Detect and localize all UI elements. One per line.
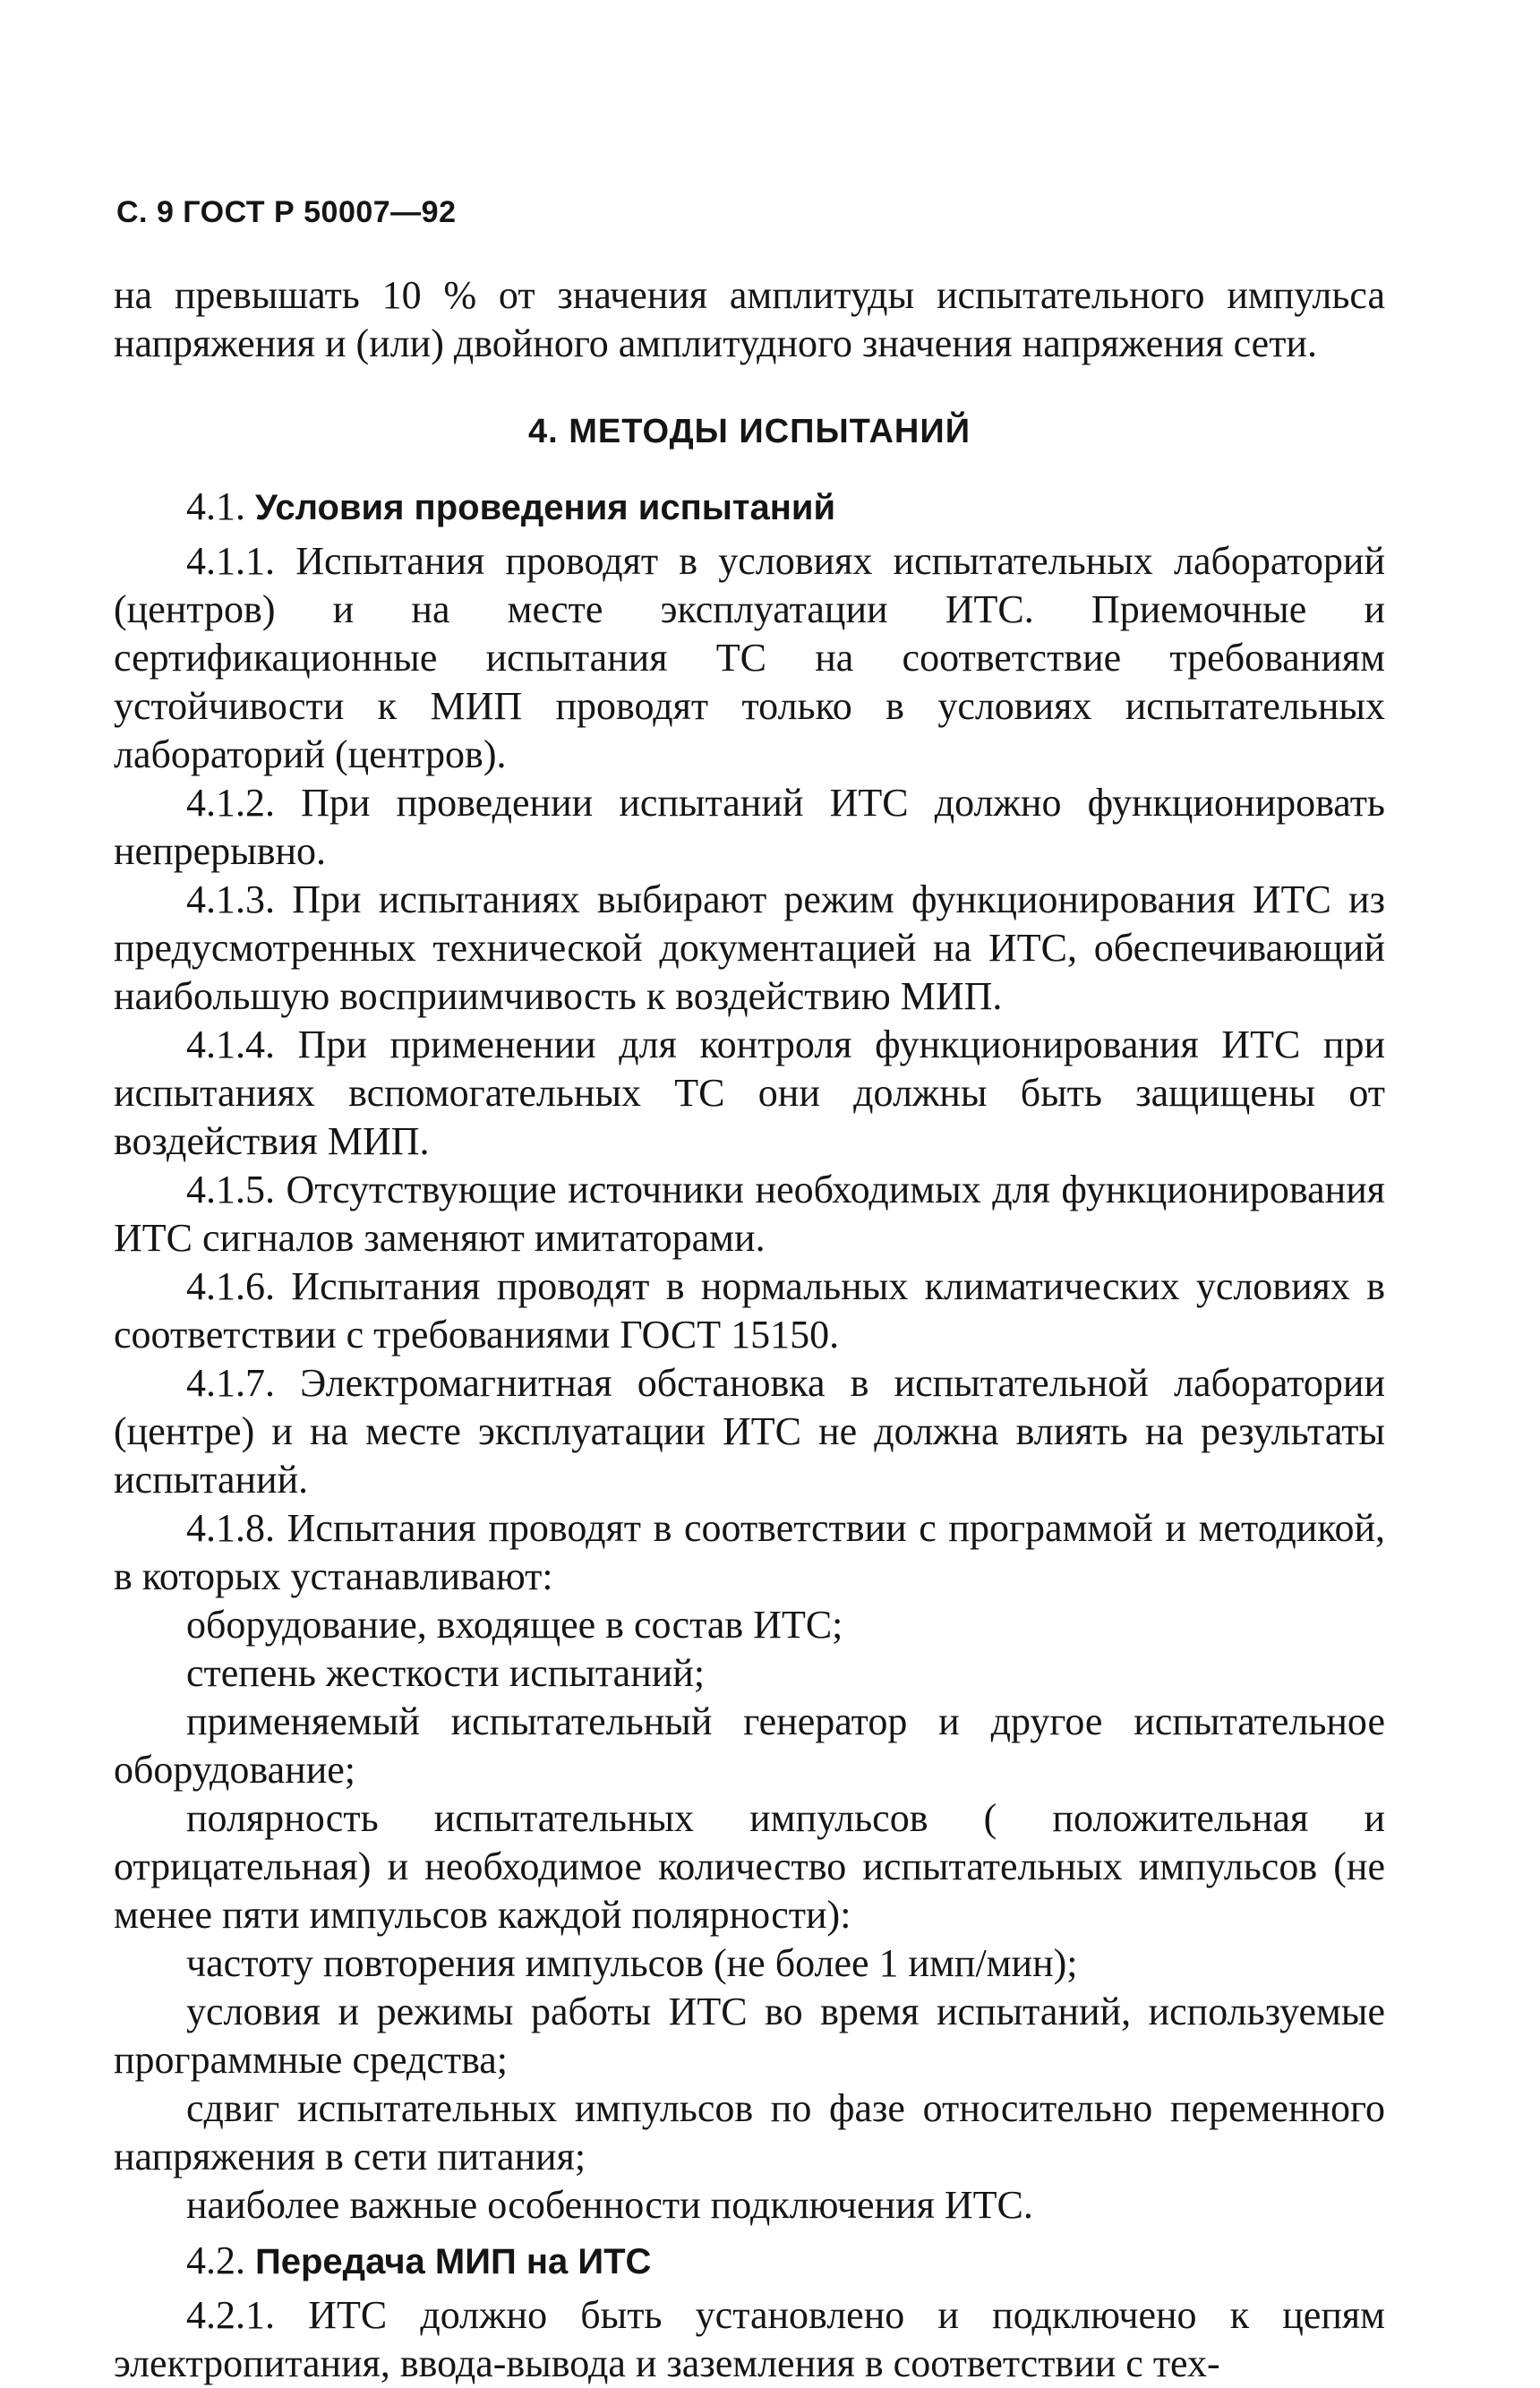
list-item: применяемый испытательный генератор и другое испытательное оборудование; bbox=[114, 1699, 1385, 1792]
list-item: оборудование, входящее в состав ИТС; bbox=[186, 1603, 843, 1647]
subsection-4-2-heading bbox=[114, 2237, 1385, 2286]
list-item: наиболее важные особенности подключения ИТС. bbox=[186, 2183, 1033, 2227]
subsection-4-1-heading bbox=[114, 483, 1385, 532]
clause-4-1-3: 4.1.3. При испытаниях выбирают режим функционирования ИТС из предусмотренных технической документацией на ИТС, обеспечивающий наибольшую восприимчивость к воздействию МИП. bbox=[114, 877, 1385, 1018]
clause-4-1-6: 4.1.6. Испытания проводят в нормальных климатических условиях в соответствии с требованиями ГОСТ 15150. bbox=[114, 1264, 1385, 1357]
list-item: частоту повторения импульсов (не более 1 имп/мин); bbox=[186, 1941, 1078, 1985]
clause-4-2-1: 4.2.1. ИТС должно быть установлено и подключено к цепям электропитания, ввода-вывода и заземления в соответствии с тех- bbox=[114, 2293, 1385, 2385]
intro-paragraph: на превышать 10 % от значения амплитуды испытательного импульса напряжения и (или) двойного амплитудного значения напряжения сети. bbox=[114, 273, 1385, 365]
subsection-title: Условия проведения испытаний bbox=[255, 488, 836, 527]
list-item: условия и режимы работы ИТС во время испытаний, используемые программные средства; bbox=[114, 1990, 1385, 2082]
clause-4-1-5: 4.1.5. Отсутствующие источники необходимых для функционирования ИТС сигналов заменяют имитаторами. bbox=[114, 1168, 1385, 1260]
running-head: С. 9 ГОСТ Р 50007—92 bbox=[116, 195, 457, 229]
subsection-number: 4.2. bbox=[186, 2238, 245, 2282]
clause-4-1-1: 4.1.1. Испытания проводят в условиях испытательных лабораторий (центров) и на месте эксплуатации ИТС. Приемочные и сертификационные испытания ТС на соответствие требованиям устойчивости к МИП проводят только в условиях испытательных лабораторий (центров). bbox=[114, 539, 1385, 776]
clause-4-1-4: 4.1.4. При применении для контроля функционирования ИТС при испытаниях вспомогательных ТС они должны быть защищены от воздействия МИП. bbox=[114, 1023, 1385, 1163]
clause-4-1-8: 4.1.8. Испытания проводят в соответствии с программой и методикой, в которых устанавливают: bbox=[114, 1506, 1385, 1598]
list-item: полярность испытательных импульсов ( положительная и отрицательная) и необходимое количество испытательных импульсов (не менее пяти импульсов каждой полярности): bbox=[114, 1796, 1385, 1937]
list-item: сдвиг испытательных импульсов по фазе относительно переменного напряжения в сети питания; bbox=[114, 2086, 1385, 2178]
section-title: 4. МЕТОДЫ ИСПЫТАНИЙ bbox=[528, 413, 971, 450]
clause-4-1-2: 4.1.2. При проведении испытаний ИТС должно функционировать непрерывно. bbox=[114, 781, 1385, 873]
list-item: степень жесткости испытаний; bbox=[186, 1651, 706, 1695]
subsection-number: 4.1. bbox=[186, 484, 245, 528]
clause-4-1-7: 4.1.7. Электромагнитная обстановка в испытательной лаборатории (центре) и на месте эксплуатации ИТС не должна влиять на результаты испытаний. bbox=[114, 1361, 1385, 1502]
subsection-title: Передача МИП на ИТС bbox=[255, 2242, 652, 2281]
page-body bbox=[114, 271, 1385, 2388]
